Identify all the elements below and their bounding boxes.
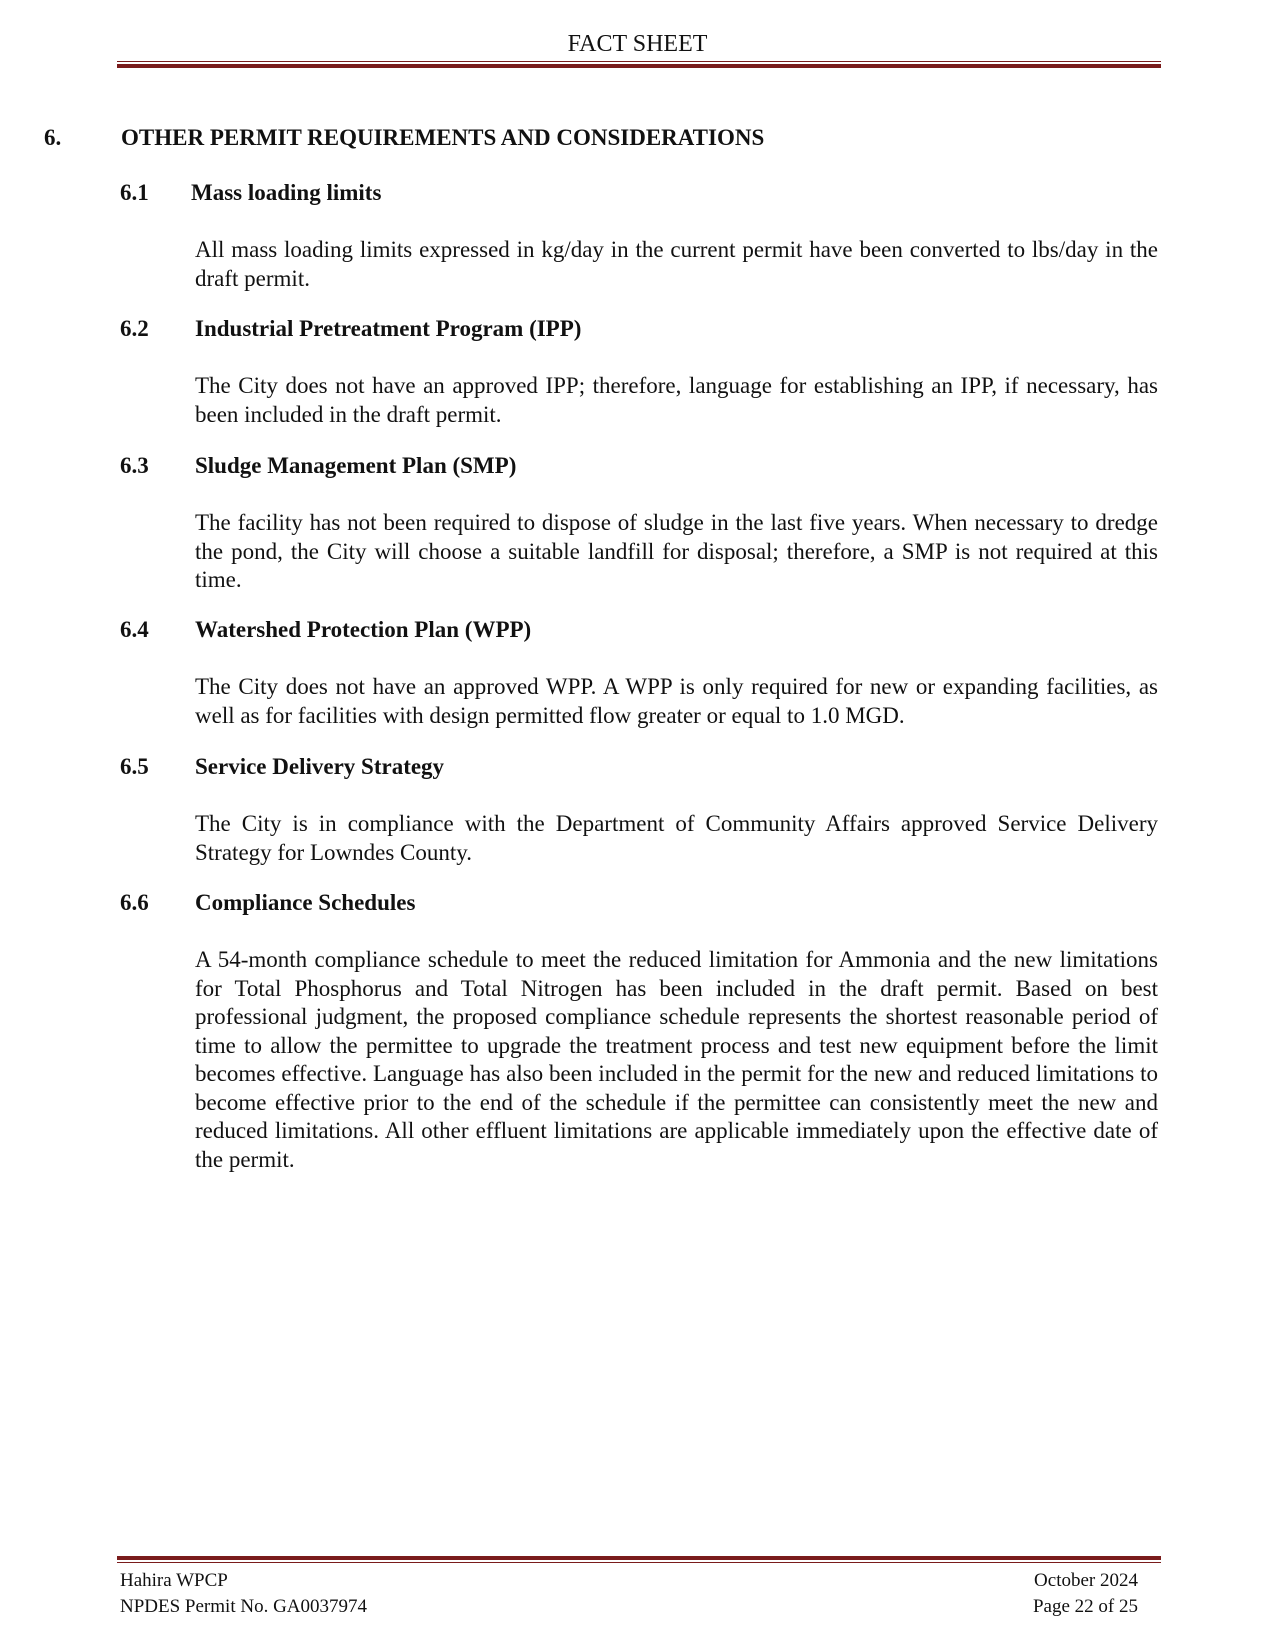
subsection-number: 6.4: [120, 617, 149, 642]
section-title: OTHER PERMIT REQUIREMENTS AND CONSIDERATIONS: [121, 125, 765, 150]
subsection-ipp: [120, 315, 1160, 429]
subsection-number: 6.2: [120, 316, 149, 341]
subsection-service-delivery: [120, 753, 1160, 867]
subsection-body: The facility has not been required to dispose of sludge in the last five years. When necessary to dredge the pond, the City will choose a suitable landfill for disposal; therefore, a SMP is not required at this time.: [195, 510, 1158, 592]
section-number: 6.: [44, 125, 62, 150]
subsection-title: Sludge Management Plan (SMP): [195, 453, 517, 478]
subsection-title: Service Delivery Strategy: [195, 754, 445, 779]
subsection-body: The City does not have an approved WPP. A WPP is only required for new or expanding facilities, as well as for facilities with design permitted flow greater or equal to 1.0 MGD.: [195, 674, 1158, 728]
footer-rule-thick: [117, 1556, 1161, 1560]
subsection-title: Watershed Protection Plan (WPP): [195, 617, 532, 642]
subsection-title: Mass loading limits: [191, 180, 382, 205]
header-rule-thick: [117, 64, 1161, 68]
subsection-heading: [120, 452, 1160, 480]
footer-rule: [117, 1556, 1161, 1563]
footer-date: October 2024: [1034, 1570, 1138, 1591]
subsection-title: Compliance Schedules: [195, 890, 416, 915]
subsection-body: A 54-month compliance schedule to meet the reduced limitation for Ammonia and the new limitations for Total Phosphorus and Total Nitrogen has been included in the draft permit. Based on best professional judgment, the proposed compliance schedule represents the shortest reasonable period of time to allow the permittee to upgrade the treatment process and test new equipment before the limit becomes effective. Language has also been included in the permit for the new and reduced limitations to become effective prior to the end of the schedule if the permittee can consistently meet the new and reduced limitations. All other effluent limitations are applicable immediately upon the effective date of the permit.: [195, 947, 1158, 1172]
subsection-heading: [120, 315, 1160, 343]
subsection-smp: [120, 452, 1160, 595]
footer-permit-number: NPDES Permit No. GA0037974: [120, 1596, 368, 1617]
subsection-body: All mass loading limits expressed in kg/day in the current permit have been converted to lbs/day in the draft permit.: [195, 237, 1158, 291]
page-footer: [120, 1568, 1138, 1620]
subsection-heading: [120, 753, 1160, 781]
footer-rule-thin: [117, 1562, 1161, 1563]
subsection-number: 6.3: [120, 453, 149, 478]
subsection-number: 6.1: [120, 180, 149, 205]
header-rule: [117, 61, 1161, 68]
subsection-title: Industrial Pretreatment Program (IPP): [195, 316, 582, 341]
header-rule-thin: [117, 61, 1161, 62]
subsection-compliance-schedules: [120, 889, 1160, 1174]
subsection-heading: [120, 179, 1160, 207]
footer-facility: Hahira WPCP: [120, 1570, 228, 1591]
subsection-number: 6.6: [120, 890, 149, 915]
footer-row: [120, 1594, 1138, 1620]
footer-row: [120, 1568, 1138, 1594]
subsection-heading: [120, 616, 1160, 644]
subsection-body: The City is in compliance with the Department of Community Affairs approved Service Delivery Strategy for Lowndes County.: [195, 811, 1158, 865]
subsection-mass-loading: [120, 179, 1160, 293]
subsection-heading: [120, 889, 1160, 917]
footer-page-number: Page 22 of 25: [1032, 1596, 1138, 1617]
subsection-number: 6.5: [120, 754, 149, 779]
page-header-title: FACT SHEET: [567, 31, 708, 57]
subsection-wpp: [120, 616, 1160, 730]
subsection-body: The City does not have an approved IPP; therefore, language for establishing an IPP, if necessary, has been included in the draft permit.: [195, 373, 1158, 427]
